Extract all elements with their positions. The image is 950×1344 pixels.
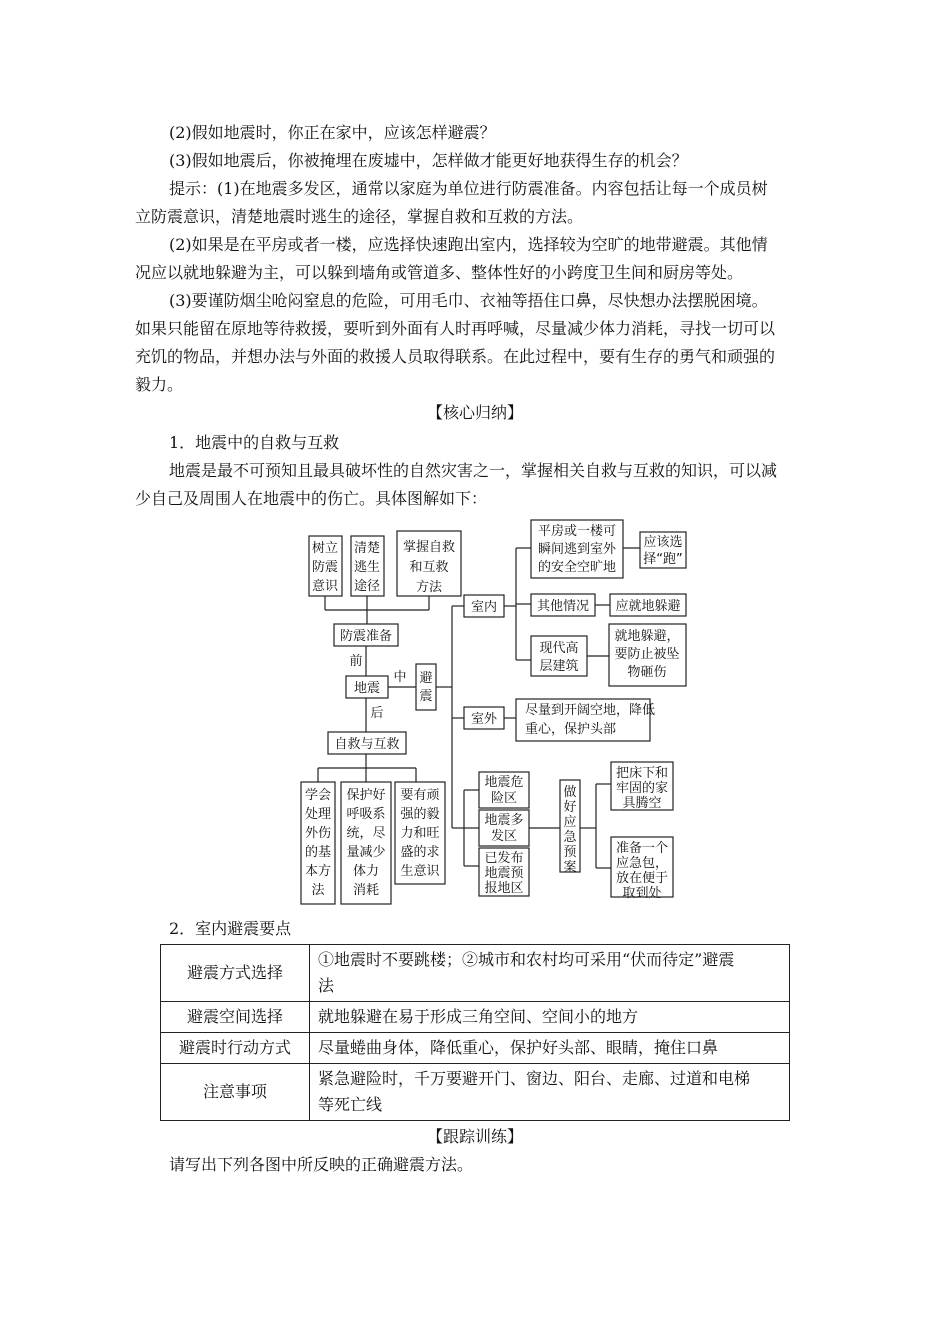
table-cell-key: 避震空间选择 [161, 1002, 310, 1033]
diagram-box-text: 意识 [311, 579, 339, 594]
table-cell-value: ①地震时不要跳楼；②城市和农村均可采用“伏而待定”避震 法 [310, 945, 790, 1002]
diagram-box-text: 急 [563, 830, 577, 845]
diagram-box-text: 避 [419, 671, 433, 686]
table-row [161, 1002, 790, 1033]
hint-line: 毅力。 [135, 375, 184, 394]
table-cell-value: 尽量蜷曲身体，降低重心，保护好头部、眼睛，掩住口鼻 [310, 1033, 790, 1064]
diagram-box-text: 的基 [304, 845, 332, 860]
diagram-box-text: 掌握自救 [402, 540, 456, 555]
section-1-text: 少自己及周围人在地震中的伤亡。具体图解如下： [135, 489, 488, 508]
diagram-box-text: 学会 [304, 788, 332, 803]
diagram-box-text: 案 [563, 860, 577, 875]
diagram-box-text: 体力 [352, 864, 380, 879]
diagram-box-text: 室外 [470, 712, 498, 727]
diagram-box-text: 处理 [304, 807, 332, 822]
diagram-box-text: 险区 [490, 791, 518, 806]
heading-core: 【核心归纳】 [426, 403, 523, 422]
table-cell-value: 紧急避险时，千万要避开门、窗边、阳台、走廊、过道和电梯 等死亡线 [310, 1064, 790, 1121]
diagram-box-text: 报地区 [484, 881, 524, 896]
diagram-box-text: 尽量到开阔空地，降低 [525, 703, 656, 718]
diagram-box-text: 物砸伤 [627, 665, 667, 680]
diagram-box-text: 和互救 [409, 560, 449, 575]
diagram-box-text: 已发布 [484, 851, 524, 866]
hint-line: (2)如果是在平房或者一楼，应选择快速跑出室内，选择较为空旷的地带避震。其他情 [169, 235, 768, 254]
diagram-box-text: 树立 [311, 541, 339, 556]
diagram-box-text: 地震预 [484, 866, 524, 881]
diagram-box-text: 应就地躲避 [615, 599, 681, 614]
table-cell-key: 注意事项 [161, 1064, 310, 1121]
diagram-label: 中 [393, 670, 407, 685]
table-row [161, 1064, 790, 1121]
diagram-box-text: 瞬间逃到室外 [537, 542, 617, 557]
diagram-box-text: 应急包， [615, 856, 669, 871]
table-row [161, 945, 790, 1002]
diagram-box-text: 做 [563, 785, 577, 800]
diagram-box-text: 震 [419, 689, 433, 704]
exercise-prompt: 请写出下列各图中所反映的正确避震方法。 [169, 1155, 474, 1174]
diagram-box-text: 室内 [470, 600, 498, 615]
diagram-box-text: 本方 [304, 864, 332, 879]
diagram-box-text: 量减少 [346, 845, 386, 860]
diagram-box-text: 其他情况 [536, 599, 590, 614]
diagram-box-text: 消耗 [352, 883, 380, 898]
diagram-box-text: 逃生 [353, 560, 381, 575]
diagram-box-text: 应该选 [643, 535, 683, 550]
diagram-box-text: 地震危 [484, 775, 524, 790]
diagram-box-text: 防震准备 [339, 629, 393, 644]
diagram-box-text: 准备一个 [615, 841, 669, 856]
diagram-box-text: 层建筑 [539, 659, 579, 674]
diagram-box-text: 发区 [490, 829, 518, 844]
diagram-box-text: 重心，保护头部 [525, 722, 617, 737]
hint-line: 充饥的物品，并想办法与外面的救援人员取得联系。在此过程中，要有生存的勇气和顽强的 [135, 347, 776, 366]
diagram-box-text: 地震多 [484, 813, 524, 828]
indoor-points-table [160, 944, 790, 1121]
diagram-box-text: 防震 [311, 560, 339, 575]
question-3: (3)假如地震后，你被掩埋在废墟中，怎样做才能更好地获得生存的机会？ [169, 151, 688, 170]
question-2: (2)假如地震时，你正在家中，应该怎样避震？ [169, 123, 496, 142]
diagram-box-text: 盛的求 [400, 845, 440, 860]
diagram-box-text: 平房或一楼可 [537, 524, 617, 539]
section-1-text: 地震是最不可预知且最具破坏性的自然灾害之一，掌握相关自救与互救的知识，可以减 [169, 461, 778, 480]
diagram-box-text: 清楚 [353, 541, 381, 556]
table-row [161, 1033, 790, 1064]
diagram-box-text: 择“跑” [643, 552, 683, 567]
diagram-box-text: 现代高 [539, 641, 579, 656]
hint-line: 提示：(1)在地震多发区，通常以家庭为单位进行防震准备。内容包括让每一个成员树 [169, 179, 768, 198]
diagram-box-text: 预 [563, 845, 577, 860]
hint-line: 立防震意识，清楚地震时逃生的途径，掌握自救和互救的方法。 [135, 207, 584, 226]
hint-line: 如果只能留在原地等待救援，要听到外面有人时再呼喊，尽量减少体力消耗，寻找一切可以 [135, 319, 776, 338]
diagram-box-text: 就地躲避， [614, 629, 680, 644]
diagram-box-text: 好 [563, 800, 577, 815]
diagram-label: 后 [370, 706, 384, 721]
diagram-box-text: 要有顽 [400, 788, 440, 803]
diagram-box-text: 保护好 [346, 788, 386, 803]
diagram-box-text: 生意识 [400, 864, 440, 879]
diagram-box-text: 呼吸系 [346, 807, 386, 822]
table-cell-key: 避震方式选择 [161, 945, 310, 1002]
hint-line: (3)要谨防烟尘呛闷窒息的危险，可用毛巾、衣袖等捂住口鼻，尽快想办法摆脱困境。 [169, 291, 768, 310]
diagram-box-text: 力和旺 [400, 826, 440, 841]
diagram-box-text: 途径 [353, 579, 381, 594]
diagram-box-text: 应 [563, 815, 577, 830]
diagram-box-text: 外伤 [304, 826, 332, 841]
diagram-box-text: 统，尽 [346, 826, 386, 841]
table-cell-key: 避震时行动方式 [161, 1033, 310, 1064]
diagram-box-text: 要防止被坠 [614, 647, 680, 662]
table-cell-value: 就地躲避在易于形成三角空间、空间小的地方 [310, 1002, 790, 1033]
diagram-box-text: 放在便于 [615, 871, 669, 886]
hint-line: 况应以就地躲避为主，可以躲到墙角或管道多、整体性好的小跨度卫生间和厨房等处。 [135, 263, 744, 282]
heading-follow: 【跟踪训练】 [426, 1127, 523, 1146]
diagram-box-text: 取到处 [622, 886, 662, 901]
diagram-box-text: 地震 [353, 681, 381, 696]
diagram-box-text: 法 [311, 883, 325, 898]
diagram-box-text: 把床下和 [615, 766, 669, 781]
diagram-box-text: 具腾空 [622, 796, 662, 811]
diagram-box-text: 的安全空旷地 [537, 560, 617, 575]
diagram-box-text: 强的毅 [400, 807, 440, 822]
diagram-box-text: 自救与互救 [334, 737, 400, 752]
section-1-title: 1．地震中的自救与互救 [169, 433, 340, 452]
diagram-label: 前 [349, 654, 363, 669]
diagram-box-text: 牢固的家 [615, 781, 669, 796]
section-2-title: 2．室内避震要点 [169, 919, 292, 938]
diagram-box-text: 方法 [415, 580, 443, 595]
